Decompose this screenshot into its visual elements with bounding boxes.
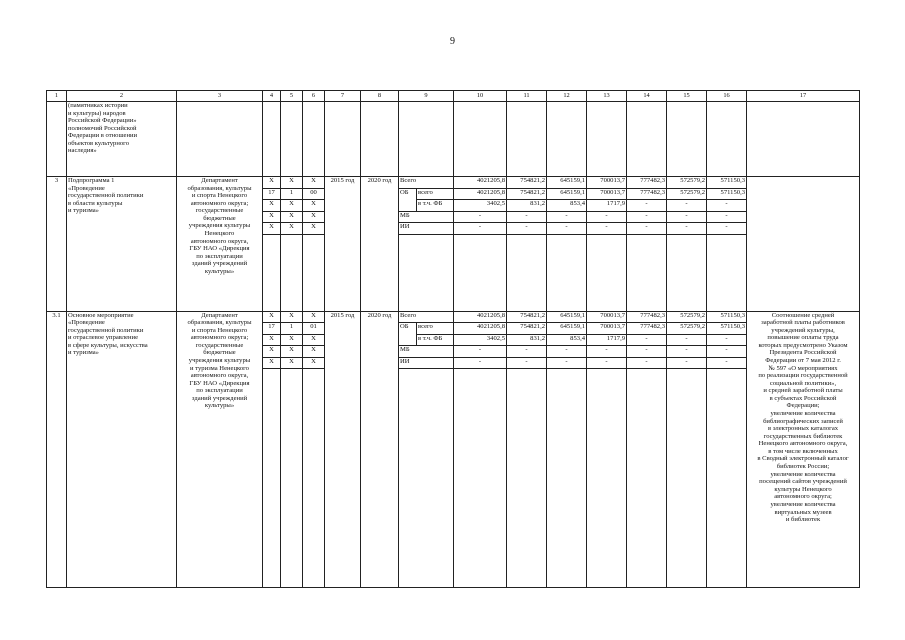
amount-cell: - — [627, 211, 667, 223]
row31-name — [67, 311, 177, 588]
amount-cell: 1717,9 — [587, 334, 627, 346]
header-row — [47, 91, 860, 102]
code-cell: X — [303, 211, 325, 223]
column-header-15: 15 — [667, 91, 707, 102]
row31-subrow — [47, 311, 860, 323]
row31-start-year: 2015 год — [325, 311, 361, 588]
code-cell: X — [303, 311, 325, 323]
amount-cell: 853,4 — [547, 334, 587, 346]
source-label: Всего — [399, 177, 454, 189]
amount-cell: 4021205,8 — [454, 188, 507, 200]
row31-notes-line: увеличение количества — [770, 500, 836, 508]
row3-executor-line: учреждения культуры — [188, 222, 251, 230]
amount-cell: - — [507, 211, 547, 223]
source-label: ОБ — [399, 188, 417, 200]
amount-cell: - — [587, 211, 627, 223]
row31-notes-line: в электронных каталогах — [767, 425, 839, 433]
row31-notes — [747, 311, 860, 588]
amount-cell: 853,4 — [547, 200, 587, 212]
row3-name-line: Подпрограмма 1 — [68, 177, 115, 184]
source-label: ИИ — [399, 223, 454, 235]
row31-notes-line: увеличение количества — [770, 470, 836, 478]
code-cell: X — [263, 357, 281, 369]
row3-executor-line: образования, культуры — [187, 184, 252, 192]
amount-cell: - — [627, 334, 667, 346]
row3-executor-line: Департамент — [201, 177, 238, 184]
row31-notes-line: Президента Российской — [769, 349, 837, 357]
code-cell: X — [303, 357, 325, 369]
code-cell: X — [281, 211, 303, 223]
continuation-line: наследия» — [68, 147, 97, 155]
continuation-name — [67, 102, 177, 177]
row3-executor-line: по эксплуатации — [196, 252, 243, 260]
row31-name-line: в сфере культуры, искусства — [68, 341, 148, 349]
code-cell: X — [263, 200, 281, 212]
code-cell: X — [281, 200, 303, 212]
code-cell: X — [303, 223, 325, 235]
row31-executor-line: учреждения культуры — [188, 356, 251, 364]
column-header-9: 9 — [399, 91, 454, 102]
column-header-8: 8 — [361, 91, 399, 102]
row31-executor-line: зданий учреждений — [191, 394, 248, 402]
amount-cell: - — [627, 223, 667, 235]
amount-cell: 831,2 — [507, 334, 547, 346]
source-label: Всего — [399, 311, 454, 323]
row31-notes-line: Федерации; — [786, 402, 820, 410]
amount-cell: 754821,2 — [507, 188, 547, 200]
row3-executor-line: автономного округа, — [190, 237, 249, 245]
row31-notes-line: Соотношение средней — [771, 311, 835, 319]
amount-cell: - — [507, 357, 547, 369]
column-header-11: 11 — [507, 91, 547, 102]
code-cell: X — [281, 177, 303, 189]
source-sublabel: в т.ч. ФБ — [417, 200, 454, 212]
row31-notes-line: социальной политики», — [769, 379, 837, 387]
column-header-12: 12 — [547, 91, 587, 102]
row31-executor-line: ГБУ НАО «Дирекция — [189, 379, 250, 387]
row3-notes — [747, 177, 860, 312]
row31-notes-line: и средней заработной платы — [763, 387, 843, 395]
amount-cell: 571150,3 — [707, 311, 747, 323]
row31-notes-line: повышение оплаты труда — [767, 334, 839, 342]
amount-cell: - — [667, 346, 707, 358]
column-header-14: 14 — [627, 91, 667, 102]
amount-cell: - — [627, 357, 667, 369]
row31-executor-line: и спорта Ненецкого — [191, 326, 248, 334]
column-header-5: 5 — [281, 91, 303, 102]
code-cell: X — [303, 334, 325, 346]
code-cell: X — [281, 223, 303, 235]
code-cell: X — [303, 177, 325, 189]
row31-executor — [177, 311, 263, 588]
row31-notes-line: культуры Ненецкого — [774, 485, 832, 493]
code-cell: X — [303, 200, 325, 212]
source-label — [399, 334, 417, 346]
amount-cell: 1717,9 — [587, 200, 627, 212]
row3-end-year: 2020 год — [361, 177, 399, 312]
amount-cell: - — [707, 223, 747, 235]
amount-cell: 572579,2 — [667, 177, 707, 189]
amount-cell: 754821,2 — [507, 323, 547, 335]
row31-notes-line: Федерации от 7 мая 2012 г. — [765, 356, 841, 364]
amount-cell: - — [587, 223, 627, 235]
continuation-line: полномочий Российской — [68, 124, 137, 132]
continuation-row — [47, 102, 860, 177]
source-sublabel: всего — [417, 188, 454, 200]
code-cell: X — [281, 334, 303, 346]
code-cell: X — [263, 346, 281, 358]
row3-name-line: в области культуры — [68, 199, 123, 207]
row31-number: 3.1 — [47, 311, 67, 588]
column-header-13: 13 — [587, 91, 627, 102]
code-cell: 1 — [281, 188, 303, 200]
amount-cell: 777482,3 — [627, 323, 667, 335]
amount-cell: 700013,7 — [587, 177, 627, 189]
amount-cell: 645159,1 — [547, 311, 587, 323]
row31-notes-line: и библиотек — [785, 516, 821, 524]
column-header-2: 2 — [67, 91, 177, 102]
row3-executor-line: государственные — [195, 207, 244, 215]
amount-cell: - — [547, 223, 587, 235]
row31-name-line: Основное мероприятие — [68, 311, 134, 319]
amount-cell: 645159,1 — [547, 177, 587, 189]
amount-cell: 754821,2 — [507, 311, 547, 323]
row3-start-year: 2015 год — [325, 177, 361, 312]
amount-cell: - — [707, 346, 747, 358]
source-sublabel: в т.ч. ФБ — [417, 334, 454, 346]
amount-cell: - — [707, 357, 747, 369]
code-cell: X — [281, 311, 303, 323]
source-label: ИИ — [399, 357, 454, 369]
amount-cell: 831,2 — [507, 200, 547, 212]
column-header-4: 4 — [263, 91, 281, 102]
amount-cell: 700013,7 — [587, 311, 627, 323]
column-header-1: 1 — [47, 91, 67, 102]
row31-name-line: государственной политики — [68, 326, 144, 334]
row31-executor-line: и туризма Ненецкого — [190, 364, 249, 372]
row3-executor-line: ГБУ НАО «Дирекция — [189, 245, 250, 253]
amount-cell: - — [454, 223, 507, 235]
amount-cell: 645159,1 — [547, 323, 587, 335]
amount-cell: - — [454, 211, 507, 223]
column-header-7: 7 — [325, 91, 361, 102]
row3-name-line: «Проведение — [68, 184, 105, 192]
row3-subrow — [47, 177, 860, 189]
row31-executor-line: Департамент — [201, 311, 238, 319]
amount-cell: 645159,1 — [547, 188, 587, 200]
amount-cell: 3402,5 — [454, 334, 507, 346]
amount-cell: - — [667, 211, 707, 223]
amount-cell: 777482,3 — [627, 311, 667, 323]
amount-cell: 754821,2 — [507, 177, 547, 189]
amount-cell: 700013,7 — [587, 188, 627, 200]
page-number: 9 — [450, 36, 455, 47]
code-cell: X — [303, 346, 325, 358]
code-cell: X — [281, 346, 303, 358]
row31-executor-line: культуры» — [204, 402, 235, 410]
row31-name-line: и туризма» — [68, 349, 99, 357]
code-cell: X — [281, 357, 303, 369]
row31-notes-line: библиографических записей — [763, 417, 843, 425]
source-label: МБ — [399, 211, 454, 223]
amount-cell: - — [707, 334, 747, 346]
amount-cell: - — [547, 357, 587, 369]
row3-executor-line: и спорта Ненецкого — [191, 192, 248, 200]
column-header-10: 10 — [454, 91, 507, 102]
code-cell: 01 — [303, 323, 325, 335]
amount-cell: 572579,2 — [667, 323, 707, 335]
row31-executor-line: образования, культуры — [187, 319, 252, 327]
continuation-line: объектов культурного — [68, 139, 130, 147]
row31-notes-line: увеличение количества — [770, 410, 836, 418]
amount-cell: - — [667, 357, 707, 369]
amount-cell: - — [507, 346, 547, 358]
amount-cell: - — [587, 357, 627, 369]
amount-cell: - — [667, 200, 707, 212]
row31-notes-line: в том числе включенных — [768, 447, 838, 455]
source-label: ОБ — [399, 323, 417, 335]
row31-executor-line: государственные — [195, 341, 244, 349]
column-header-6: 6 — [303, 91, 325, 102]
row31-name-line: и отраслевое управление — [68, 334, 139, 342]
row31-notes-line: Ненецкого автономного округа, — [758, 440, 848, 448]
row31-name-line: «Проведение — [68, 319, 105, 327]
row3-executor-line: Ненецкого — [204, 230, 235, 238]
row31-notes-line: заработной платы работников — [761, 319, 845, 327]
amount-cell: 572579,2 — [667, 188, 707, 200]
amount-cell: 571150,3 — [707, 177, 747, 189]
row31-executor-line: автономного округа; — [190, 334, 249, 342]
column-header-16: 16 — [707, 91, 747, 102]
continuation-line: Федерации в отношении — [68, 132, 138, 140]
row3-name-line: государственной политики — [68, 192, 144, 200]
code-cell: 1 — [281, 323, 303, 335]
amount-cell: 777482,3 — [627, 177, 667, 189]
row3-number: 3 — [47, 177, 67, 312]
row31-end-year: 2020 год — [361, 311, 399, 588]
row31-notes-line: по реализации государственной — [758, 372, 848, 380]
amount-cell: 777482,3 — [627, 188, 667, 200]
amount-cell: - — [507, 223, 547, 235]
row31-notes-line: в Сводный электронный каталог — [757, 455, 849, 463]
row3-executor-line: зданий учреждений — [191, 260, 248, 268]
row3-executor-line: автономного округа; — [190, 199, 249, 207]
row3-name-line: и туризма» — [68, 207, 99, 215]
code-cell: X — [263, 311, 281, 323]
row31-notes-line: библиотек России; — [776, 463, 830, 471]
amount-cell: 572579,2 — [667, 311, 707, 323]
amount-cell: 571150,3 — [707, 188, 747, 200]
row3-executor-line: культуры» — [204, 267, 235, 275]
amount-cell: - — [667, 334, 707, 346]
amount-cell: 4021205,8 — [454, 323, 507, 335]
amount-cell: - — [547, 211, 587, 223]
row3-executor — [177, 177, 263, 312]
source-label: МБ — [399, 346, 454, 358]
row31-notes-line: учреждений культуры, — [771, 326, 835, 334]
code-cell: X — [263, 177, 281, 189]
row31-notes-line: виртуальных музеев — [774, 508, 832, 516]
code-cell: 17 — [263, 188, 281, 200]
amount-cell: 571150,3 — [707, 323, 747, 335]
row3-executor-line: бюджетные — [203, 214, 236, 222]
amount-cell: - — [707, 200, 747, 212]
row3-name — [67, 177, 177, 312]
column-header-17: 17 — [747, 91, 860, 102]
row31-notes-line: государственных библиотек — [763, 432, 843, 440]
amount-cell: 4021205,8 — [454, 177, 507, 189]
row31-notes-line: в субъектах Российской — [769, 394, 837, 402]
code-cell: 17 — [263, 323, 281, 335]
row31-executor-line: по эксплуатации — [196, 387, 243, 395]
row31-notes-line: посещений сайтов учреждений — [759, 478, 847, 486]
amount-cell: 4021205,8 — [454, 311, 507, 323]
amount-cell: 700013,7 — [587, 323, 627, 335]
code-cell: X — [263, 211, 281, 223]
code-cell: X — [263, 334, 281, 346]
continuation-line: (памятниках истории — [68, 102, 128, 109]
amount-cell: - — [667, 223, 707, 235]
row31-executor-line: бюджетные — [203, 349, 236, 357]
row31-notes-line: автономного округа; — [774, 493, 832, 501]
continuation-line: Российской Федерации» — [68, 117, 137, 125]
amount-cell: - — [454, 346, 507, 358]
amount-cell: - — [707, 211, 747, 223]
column-header-3: 3 — [177, 91, 263, 102]
continuation-line: и культуры) народов — [68, 109, 126, 117]
program-table — [46, 90, 860, 588]
row31-executor-line: автономного округа, — [190, 372, 249, 380]
source-sublabel: всего — [417, 323, 454, 335]
amount-cell: - — [587, 346, 627, 358]
row31-notes-line: № 597 «О мероприятиях — [768, 364, 838, 372]
source-label — [399, 200, 417, 212]
row31-notes-line: которых предусмотрено Указом — [758, 341, 848, 349]
code-cell: X — [263, 223, 281, 235]
amount-cell: - — [627, 346, 667, 358]
amount-cell: 3402,5 — [454, 200, 507, 212]
amount-cell: - — [627, 200, 667, 212]
amount-cell: - — [454, 357, 507, 369]
code-cell: 00 — [303, 188, 325, 200]
amount-cell: - — [547, 346, 587, 358]
